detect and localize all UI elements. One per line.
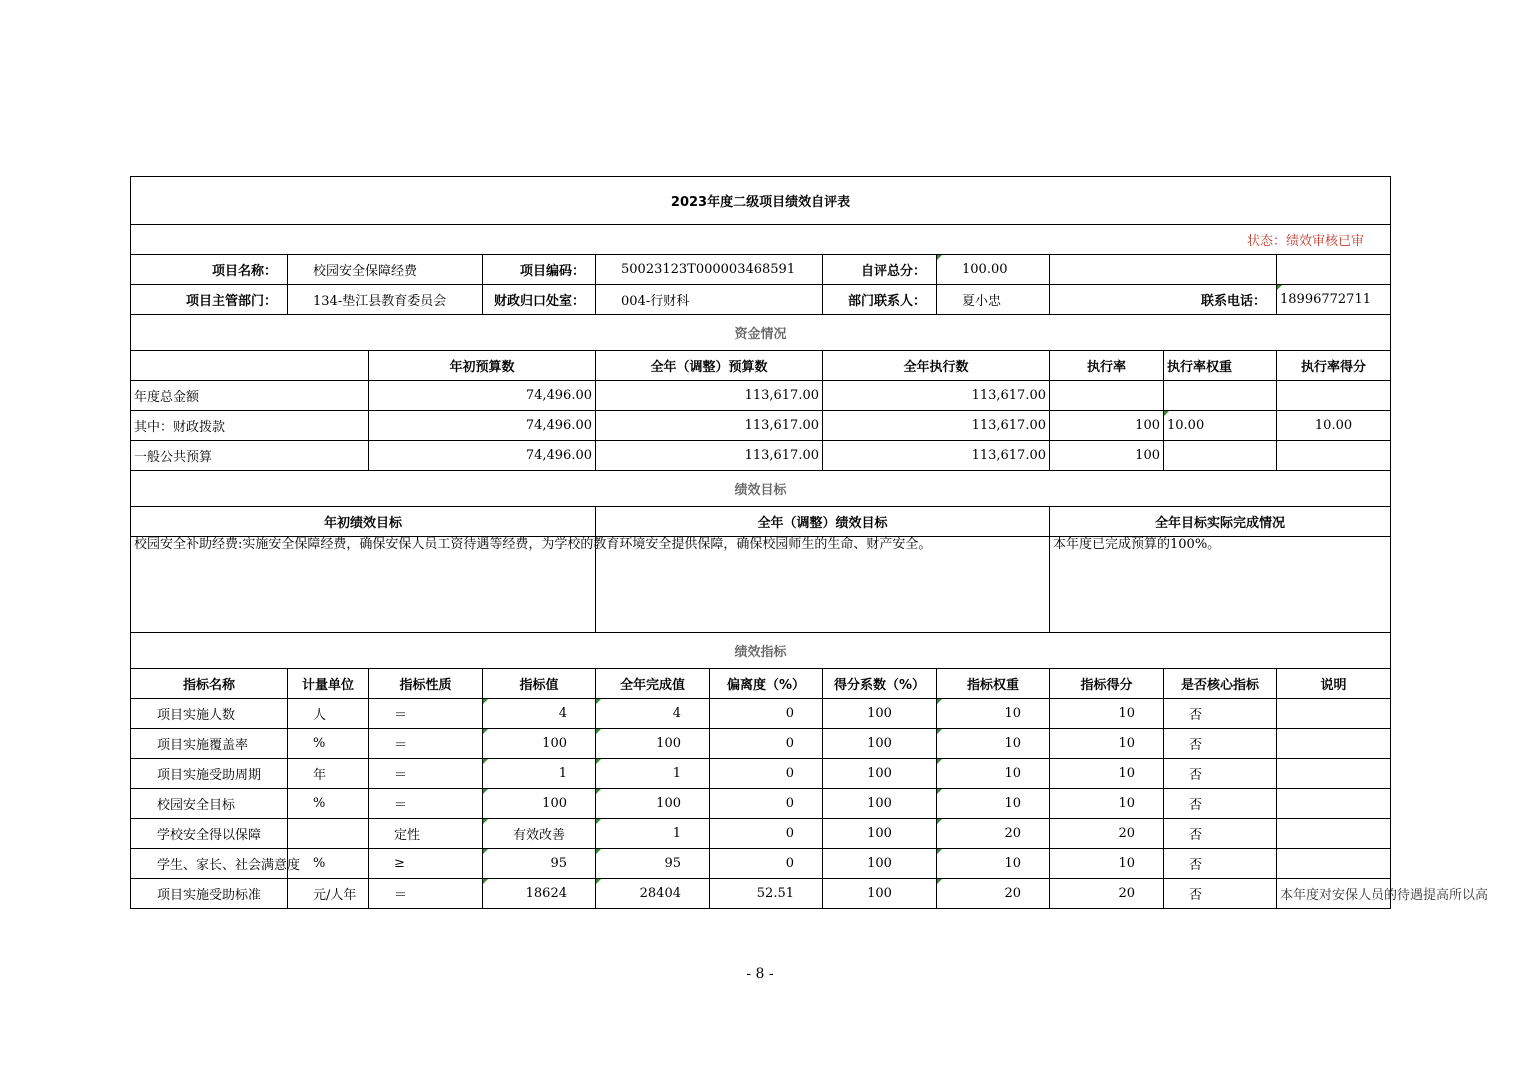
performance-table: [130, 176, 1489, 909]
indicator-score: 10: [1050, 789, 1164, 819]
indicator-core: 否: [1164, 879, 1277, 909]
funds-adjusted: 113,617.00: [596, 441, 823, 471]
indicator-deviation: 0: [710, 699, 823, 729]
funds-weight: 10.00: [1164, 411, 1277, 441]
indicator-actual: 4: [596, 699, 710, 729]
funds-score: [1277, 381, 1391, 411]
indicator-nature: ＝: [369, 759, 483, 789]
indicator-unit: [288, 819, 369, 849]
indicator-weight: 20: [937, 879, 1050, 909]
indicator-unit: %: [288, 789, 369, 819]
finance-label: 财政归口处室：: [483, 285, 596, 315]
indicator-target: 有效改善: [483, 819, 596, 849]
indicator-nature: 定性: [369, 819, 483, 849]
project-name-value: 校园安全保障经费: [288, 255, 483, 285]
indicator-core: 否: [1164, 849, 1277, 879]
indicator-unit: 元/人年: [288, 879, 369, 909]
indicator-target: 100: [483, 729, 596, 759]
indicator-target: 4: [483, 699, 596, 729]
indicator-weight: 10: [937, 729, 1050, 759]
indicator-coef: 100: [823, 759, 937, 789]
indicator-header: 得分系数（%）: [823, 669, 937, 699]
indicator-core: 否: [1164, 759, 1277, 789]
indicator-nature: ＝: [369, 789, 483, 819]
indicator-weight: 10: [937, 789, 1050, 819]
indicator-header: 说明: [1277, 669, 1391, 699]
indicator-actual: 28404: [596, 879, 710, 909]
funds-rate: [1050, 381, 1164, 411]
funds-row: [131, 411, 1391, 441]
page-number: - 8 -: [746, 966, 774, 982]
indicator-score: 10: [1050, 759, 1164, 789]
indicator-core: 否: [1164, 789, 1277, 819]
indicator-row: [131, 819, 1391, 849]
goals-section-title: 绩效目标: [131, 471, 1391, 507]
status-text: 状态：绩效审核已审: [131, 225, 1391, 255]
project-name-label: 项目名称：: [131, 255, 288, 285]
project-code-value: 50023123T000003468591: [596, 255, 823, 285]
funds-adjusted: 113,617.00: [596, 411, 823, 441]
goals-header: 全年（调整）绩效目标: [596, 507, 1050, 537]
actual-completion-text: 本年度已完成预算的100%。: [1050, 537, 1391, 633]
funds-header: 年初预算数: [369, 351, 596, 381]
contact-value: 夏小忠: [937, 285, 1050, 315]
funds-header: 执行率得分: [1277, 351, 1391, 381]
indicator-nature: ≥: [369, 849, 483, 879]
indicator-deviation: 0: [710, 819, 823, 849]
indicator-actual: 1: [596, 819, 710, 849]
indicator-weight: 10: [937, 699, 1050, 729]
indicator-note: 本年度对安保人员的待遇提高所以高: [1277, 879, 1391, 909]
indicator-header: 指标名称: [131, 669, 288, 699]
indicator-nature: ＝: [369, 699, 483, 729]
indicator-name: 学校安全得以保障: [131, 819, 288, 849]
indicator-nature: ＝: [369, 729, 483, 759]
goals-header: 年初绩效目标: [131, 507, 596, 537]
indicator-header: 指标权重: [937, 669, 1050, 699]
funds-row-name: 一般公共预算: [131, 441, 369, 471]
score-value: 100.00: [937, 255, 1050, 285]
indicator-actual: 95: [596, 849, 710, 879]
indicator-score: 10: [1050, 729, 1164, 759]
indicator-target: 95: [483, 849, 596, 879]
phone-value: 18996772711: [1277, 285, 1391, 315]
funds-initial: 74,496.00: [369, 411, 596, 441]
indicator-note: [1277, 759, 1391, 789]
dept-value: 134-垫江县教育委员会: [288, 285, 483, 315]
indicator-note: [1277, 789, 1391, 819]
funds-initial: 74,496.00: [369, 381, 596, 411]
indicator-deviation: 0: [710, 729, 823, 759]
indicator-deviation: 0: [710, 789, 823, 819]
indicator-row: [131, 729, 1391, 759]
funds-rate: 100: [1050, 441, 1164, 471]
funds-header: 执行率权重: [1164, 351, 1277, 381]
indicator-row: [131, 849, 1391, 879]
indicator-deviation: 0: [710, 849, 823, 879]
indicator-header: 指标值: [483, 669, 596, 699]
indicator-score: 10: [1050, 849, 1164, 879]
indicator-weight: 20: [937, 819, 1050, 849]
indicator-header: 偏离度（%）: [710, 669, 823, 699]
funds-row-name: 其中：财政拨款: [131, 411, 369, 441]
indicator-header: 指标得分: [1050, 669, 1164, 699]
indicator-weight: 10: [937, 849, 1050, 879]
finance-value: 004-行财科: [596, 285, 823, 315]
funds-section-title: 资金情况: [131, 315, 1391, 351]
indicator-actual: 100: [596, 729, 710, 759]
funds-row: [131, 441, 1391, 471]
funds-row: [131, 381, 1391, 411]
indicator-row: [131, 879, 1391, 909]
indicator-name: 学生、家长、社会满意度: [131, 849, 288, 879]
empty-cell: [131, 351, 369, 381]
contact-label: 部门联系人：: [823, 285, 937, 315]
empty-cell: [1277, 255, 1391, 285]
empty-cell: [1050, 255, 1277, 285]
indicator-target: 100: [483, 789, 596, 819]
indicator-header: 全年完成值: [596, 669, 710, 699]
indicator-note: [1277, 849, 1391, 879]
score-label: 自评总分：: [823, 255, 937, 285]
funds-header: 全年（调整）预算数: [596, 351, 823, 381]
indicator-deviation: 0: [710, 759, 823, 789]
indicator-target: 1: [483, 759, 596, 789]
indicator-actual: 1: [596, 759, 710, 789]
initial-goal-text: 校园安全补助经费:实施安全保障经费，确保安保人员工资待遇等经费，为学校的教育环境安全提供保障，确保校园师生的生命、财产安全。: [131, 537, 596, 633]
indicator-target: 18624: [483, 879, 596, 909]
phone-label: 联系电话：: [1050, 285, 1277, 315]
project-code-label: 项目编码：: [483, 255, 596, 285]
indicator-coef: 100: [823, 699, 937, 729]
indicator-score: 20: [1050, 879, 1164, 909]
indicator-header: 指标性质: [369, 669, 483, 699]
indicator-unit: %: [288, 729, 369, 759]
indicator-unit: 人: [288, 699, 369, 729]
indicator-core: 否: [1164, 699, 1277, 729]
indicators-section-title: 绩效指标: [131, 633, 1391, 669]
funds-weight: [1164, 381, 1277, 411]
indicator-name: 项目实施受助标准: [131, 879, 288, 909]
indicator-nature: ＝: [369, 879, 483, 909]
indicator-core: 否: [1164, 819, 1277, 849]
indicator-unit: 年: [288, 759, 369, 789]
indicator-core: 否: [1164, 729, 1277, 759]
funds-rate: 100: [1050, 411, 1164, 441]
indicator-unit: %: [288, 849, 369, 879]
indicator-name: 项目实施人数: [131, 699, 288, 729]
indicator-note: [1277, 819, 1391, 849]
funds-row-name: 年度总金额: [131, 381, 369, 411]
indicator-row: [131, 699, 1391, 729]
indicator-name: 校园安全目标: [131, 789, 288, 819]
indicator-row: [131, 789, 1391, 819]
indicator-actual: 100: [596, 789, 710, 819]
indicator-note: [1277, 729, 1391, 759]
indicator-coef: 100: [823, 819, 937, 849]
indicator-score: 20: [1050, 819, 1164, 849]
funds-score: 10.00: [1277, 411, 1391, 441]
funds-weight: [1164, 441, 1277, 471]
funds-executed: 113,617.00: [823, 441, 1050, 471]
form-title: 2023年度二级项目绩效自评表: [131, 177, 1391, 225]
indicator-weight: 10: [937, 759, 1050, 789]
funds-header: 执行率: [1050, 351, 1164, 381]
indicator-deviation: 52.51: [710, 879, 823, 909]
funds-header: 全年执行数: [823, 351, 1050, 381]
indicator-header: 计量单位: [288, 669, 369, 699]
indicator-coef: 100: [823, 729, 937, 759]
indicator-name: 项目实施覆盖率: [131, 729, 288, 759]
funds-score: [1277, 441, 1391, 471]
indicator-coef: 100: [823, 879, 937, 909]
indicator-row: [131, 759, 1391, 789]
funds-executed: 113,617.00: [823, 411, 1050, 441]
indicator-header: 是否核心指标: [1164, 669, 1277, 699]
indicator-score: 10: [1050, 699, 1164, 729]
funds-initial: 74,496.00: [369, 441, 596, 471]
goals-header: 全年目标实际完成情况: [1050, 507, 1391, 537]
funds-adjusted: 113,617.00: [596, 381, 823, 411]
indicator-coef: 100: [823, 789, 937, 819]
funds-executed: 113,617.00: [823, 381, 1050, 411]
dept-label: 项目主管部门：: [131, 285, 288, 315]
indicator-note: [1277, 699, 1391, 729]
indicator-name: 项目实施受助周期: [131, 759, 288, 789]
indicator-coef: 100: [823, 849, 937, 879]
